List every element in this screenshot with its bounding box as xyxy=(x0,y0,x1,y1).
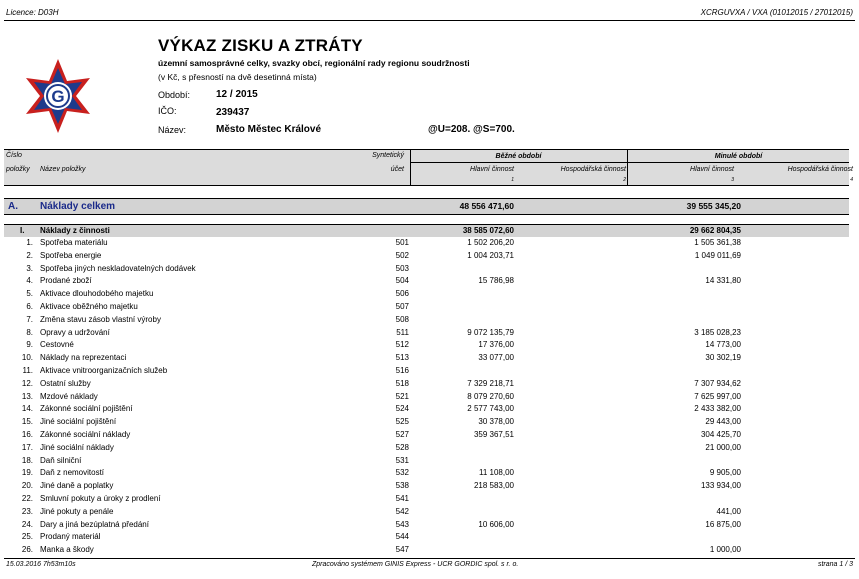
subsection-c1: 38 585 072,60 xyxy=(462,226,514,235)
name-value: Město Městec Králové xyxy=(216,124,322,135)
row-current-main: 7 329 218,71 xyxy=(467,378,514,388)
row-number: 14. xyxy=(21,404,33,414)
row-account: 507 xyxy=(395,302,409,311)
row-previous-main: 7 625 997,00 xyxy=(694,391,741,401)
unit-note: (v Kč, s přesností na dvě desetinná místa) xyxy=(158,72,317,82)
row-account: 511 xyxy=(396,327,409,337)
licence-text: Licence: D03H xyxy=(6,8,59,17)
row-number: 2. xyxy=(26,250,33,260)
row-number: 7. xyxy=(26,314,33,324)
row-number: 24. xyxy=(21,519,33,529)
row-previous-main: 14 773,00 xyxy=(705,340,741,350)
row-current-main: 1 502 206,20 xyxy=(467,238,514,247)
gordic-logo xyxy=(20,58,96,134)
row-account: 527 xyxy=(395,430,409,439)
row-previous-main: 304 425,70 xyxy=(700,430,741,439)
ico-value: 239437 xyxy=(216,107,250,118)
row-label: Spotřeba jiných neskladovatelných dodávek xyxy=(40,263,196,273)
col-minule: Minulé období xyxy=(714,153,763,160)
row-previous-main: 9 905,00 xyxy=(709,468,741,478)
footer-divider xyxy=(4,558,855,559)
period-label: Období: xyxy=(158,90,191,100)
row-previous-main: 3 185 028,23 xyxy=(694,327,741,337)
row-account: 531 xyxy=(395,455,409,465)
row-previous-main: 14 331,80 xyxy=(705,276,741,286)
row-number: 4. xyxy=(26,276,33,286)
subsection-c3: 29 662 804,35 xyxy=(689,226,741,235)
row-label: Mzdové náklady xyxy=(40,391,98,401)
row-number: 19. xyxy=(21,468,33,478)
row-label: Jiné pokuty a penále xyxy=(40,506,114,516)
col-num-2: 2 xyxy=(623,177,626,183)
row-number: 3. xyxy=(26,263,33,273)
footer-processed: Zpracováno systémem GINIS Express - UCR GORDIC spol. s r. o. xyxy=(312,561,519,568)
row-account: 516 xyxy=(395,366,409,375)
row-current-main: 30 378,00 xyxy=(478,417,514,427)
row-label: Cestovné xyxy=(40,340,74,350)
header-divider xyxy=(4,20,855,21)
extra-code: @U=208. @S=700. xyxy=(428,124,515,135)
row-account: 541 xyxy=(395,494,409,503)
row-account: 502 xyxy=(395,250,409,260)
row-number: 11. xyxy=(22,366,33,375)
col-hlavni-1: Hlavní činnost xyxy=(470,166,514,173)
row-label: Zákonné sociální pojištění xyxy=(40,404,133,414)
row-current-main: 33 077,00 xyxy=(478,353,514,363)
row-current-main: 17 376,00 xyxy=(478,340,514,350)
section-label: Náklady celkem xyxy=(40,201,116,212)
row-previous-main: 2 433 382,00 xyxy=(694,404,741,414)
row-account: 542 xyxy=(395,506,409,516)
row-number: 26. xyxy=(21,545,33,555)
col-num-3: 3 xyxy=(731,177,734,183)
name-label: Název: xyxy=(158,125,187,135)
row-account: 544 xyxy=(395,532,409,542)
row-account: 525 xyxy=(395,417,409,427)
row-current-main: 1 004 203,71 xyxy=(467,250,514,260)
row-account: 512 xyxy=(395,340,409,350)
ico-label: IČO: xyxy=(158,106,177,116)
row-number: 25. xyxy=(21,532,33,542)
row-label: Náklady na reprezentaci xyxy=(40,353,127,363)
footer-page: strana 1 / 3 xyxy=(817,561,853,568)
row-label: Jiné daně a poplatky xyxy=(40,481,114,491)
row-label: Manka a škody xyxy=(40,545,94,555)
row-number: 5. xyxy=(26,289,33,299)
row-account: 521 xyxy=(395,391,409,401)
row-previous-main: 16 875,00 xyxy=(705,519,741,529)
row-label: Jiné sociální náklady xyxy=(40,442,114,452)
row-label: Jiné sociální pojištění xyxy=(40,417,117,427)
header-subline xyxy=(410,162,849,163)
col-hlavni-3: Hlavní činnost xyxy=(690,166,734,173)
row-account: 508 xyxy=(395,314,409,324)
col-hosp-2: Hospodářská činnost xyxy=(560,166,626,173)
col-num-1: 1 xyxy=(511,177,514,183)
row-label: Smluvní pokuty a úroky z prodlení xyxy=(40,494,161,503)
row-current-main: 11 108,00 xyxy=(479,468,514,478)
row-number: 1. xyxy=(26,238,33,247)
row-current-main: 10 606,00 xyxy=(478,519,514,529)
row-label: Dary a jiná bezúplatná předání xyxy=(40,519,149,529)
row-account: 524 xyxy=(395,404,409,414)
row-account: 543 xyxy=(395,519,409,529)
row-account: 538 xyxy=(395,481,409,491)
row-number: 10. xyxy=(21,353,33,363)
col-hosp-4: Hospodářská činnost xyxy=(787,166,853,173)
row-previous-main: 29 443,00 xyxy=(705,417,741,427)
report-code: XCRGUVXA / VXA (01012015 / 27012015) xyxy=(700,8,853,17)
col-bezne: Běžné období xyxy=(495,153,542,160)
row-current-main: 8 079 270,60 xyxy=(467,391,514,401)
row-label: Zákonné sociální náklady xyxy=(40,430,131,439)
subsection-num: I. xyxy=(20,226,25,235)
row-number: 20. xyxy=(21,481,33,491)
logo-letter: G xyxy=(51,87,65,106)
row-account: 503 xyxy=(395,263,409,273)
period-value: 12 / 2015 xyxy=(216,89,258,100)
row-previous-main: 1 049 011,69 xyxy=(694,250,741,260)
row-current-main: 9 072 135,79 xyxy=(467,327,514,337)
row-previous-main: 30 302,19 xyxy=(705,353,741,363)
row-number: 12. xyxy=(21,378,33,388)
row-account: 504 xyxy=(395,276,409,286)
row-previous-main: 7 307 934,62 xyxy=(694,378,741,388)
row-label: Daň z nemovitostí xyxy=(40,468,105,478)
section-c1: 48 556 471,60 xyxy=(459,201,514,211)
row-account: 513 xyxy=(395,353,409,363)
row-previous-main: 441,00 xyxy=(716,506,741,516)
row-account: 501 xyxy=(395,238,409,247)
row-label: Opravy a udržování xyxy=(40,327,110,337)
row-label: Aktivace dlouhodobého majetku xyxy=(40,289,154,299)
row-label: Spotřeba materiálu xyxy=(40,238,108,247)
row-account: 528 xyxy=(395,442,409,452)
row-number: 23. xyxy=(21,506,33,516)
row-label: Prodané zboží xyxy=(40,276,92,286)
row-label: Aktivace oběžného majetku xyxy=(40,302,138,311)
row-number: 16. xyxy=(21,430,33,439)
row-previous-main: 21 000,00 xyxy=(705,442,741,452)
row-account: 532 xyxy=(395,468,409,478)
row-current-main: 218 583,00 xyxy=(473,481,514,491)
row-label: Změna stavu zásob vlastní výroby xyxy=(40,314,161,324)
row-account: 547 xyxy=(395,545,409,555)
row-label: Ostatní služby xyxy=(40,378,91,388)
col-polozky: položky xyxy=(6,166,30,173)
row-label: Aktivace vnitroorganizačních služeb xyxy=(40,366,168,375)
row-number: 6. xyxy=(26,302,33,311)
row-number: 8. xyxy=(26,327,33,337)
report-subtitle: územní samosprávné celky, svazky obcí, regionální rady regionu soudržnosti xyxy=(158,58,470,68)
row-label: Daň silniční xyxy=(40,455,82,465)
section-num: A. xyxy=(8,201,18,212)
row-account: 506 xyxy=(395,289,409,299)
row-number: 17. xyxy=(21,442,33,452)
row-current-main: 2 577 743,00 xyxy=(467,404,514,414)
row-number: 15. xyxy=(21,417,33,427)
row-number: 22. xyxy=(21,494,33,503)
row-number: 13. xyxy=(21,391,33,401)
section-c3: 39 555 345,20 xyxy=(686,201,741,211)
row-label: Prodaný materiál xyxy=(40,532,101,542)
row-account: 518 xyxy=(395,378,409,388)
col-synteticky: Syntetický xyxy=(372,152,404,159)
row-number: 9. xyxy=(26,340,33,350)
row-label: Spotřeba energie xyxy=(40,250,102,260)
col-cislo: Číslo xyxy=(6,152,22,159)
subsection-label: Náklady z činnosti xyxy=(40,226,110,235)
report-title: VÝKAZ ZISKU A ZTRÁTY xyxy=(158,36,363,55)
footer-timestamp: 15.03.2016 7h53m10s xyxy=(6,561,76,568)
col-num-4: 4 xyxy=(850,177,853,183)
row-previous-main: 1 505 361,38 xyxy=(694,238,741,247)
col-nazev: Název položky xyxy=(40,166,86,173)
col-ucet: účet xyxy=(390,166,404,173)
row-number: 18. xyxy=(21,455,33,465)
row-current-main: 15 786,98 xyxy=(478,276,514,286)
row-previous-main: 133 934,00 xyxy=(700,481,741,491)
row-current-main: 359 367,51 xyxy=(473,430,514,439)
row-previous-main: 1 000,00 xyxy=(709,545,741,555)
